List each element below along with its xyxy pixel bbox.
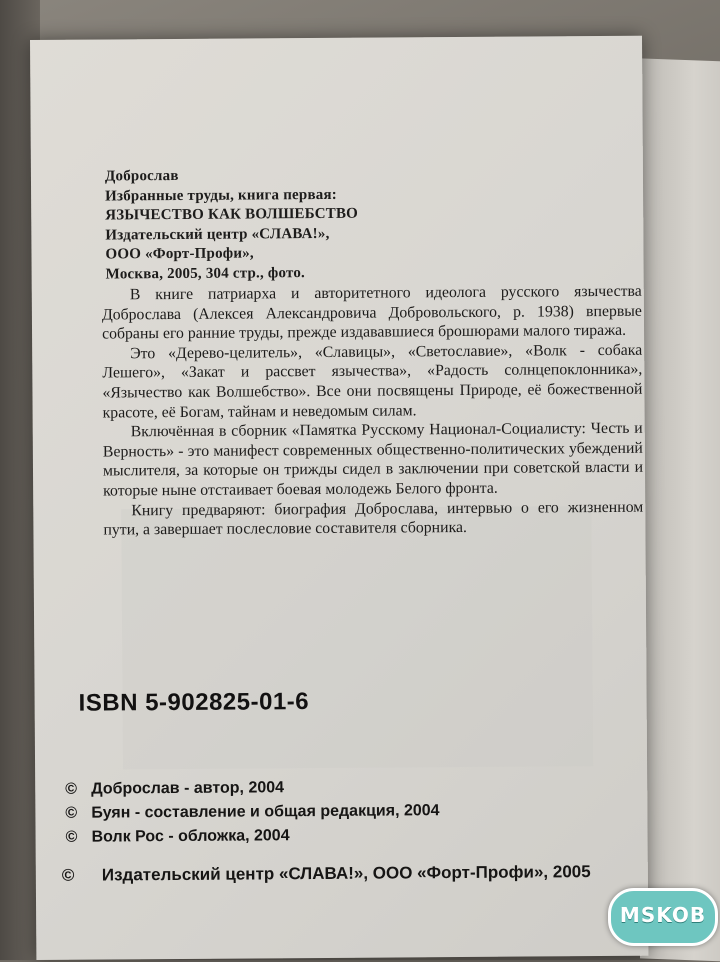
copyright-symbol: © — [61, 865, 75, 885]
facing-page — [640, 58, 720, 961]
copyright-text: Доброслав - автор, 2004 — [91, 779, 285, 798]
copyright-symbol: © — [65, 828, 78, 846]
copyright-row — [65, 799, 439, 826]
publisher-copyright — [62, 862, 591, 886]
publisher-copyright-text: Издательский центр «СЛАВА!», ООО «Форт-Профи», 2005 — [101, 862, 591, 885]
abstract-paragraph: Это «Дерево-целитель», «Славицы», «Светославие», «Волк - собака Лешего», «Закат и рассвет язычества», «Радость солнцепоклонника», «Язычество как Волшебство». Все они посвящены Природе, её божественной красоте, её Богам, тайнам и неведомым силам. — [102, 341, 643, 422]
copyright-text: Волк Рос - обложка, 2004 — [91, 827, 290, 846]
imprint-line: Москва, 2005, 304 стр., фото. — [105, 265, 306, 283]
show-through-cover — [121, 506, 593, 769]
watermark-label: MSKOB — [619, 903, 707, 927]
series-line: Избранные труды, книга первая: — [105, 186, 337, 205]
copyright-row — [65, 823, 439, 850]
abstract-paragraph: Включённая в сборник «Памятка Русскому Национал-Социалисту: Честь и Верность» - это манифест современных общественно-политических убеждений мыслителя, за которые он трижды сидел в заключении при советской власти и которые ныне отстаивает боевая молодежь Белого фронта. — [102, 419, 644, 500]
book-abstract — [102, 282, 644, 540]
watermark-badge — [608, 888, 718, 946]
isbn: ISBN 5-902825-01-6 — [78, 688, 310, 717]
abstract-paragraph: В книге патриарха и авторитетного идеолога русского язычества Доброслава (Алексея Александровича Добровольского, р. 1938) впервые собраны его ранние труды, прежде издававшиеся брошюрами малого тиража. — [101, 282, 642, 343]
bibliographic-header — [105, 166, 359, 285]
author-line: Доброслав — [104, 167, 179, 185]
title-line: ЯЗЫЧЕСТВО КАК ВОЛШЕБСТВО — [105, 205, 359, 224]
copyright-symbol: © — [65, 780, 78, 798]
copyright-text: Буян - составление и общая редакция, 2004 — [91, 802, 440, 822]
company-line: ООО «Форт-Профи», — [105, 245, 254, 263]
book-page — [30, 36, 648, 960]
copyright-row — [65, 775, 439, 802]
copyright-list — [65, 775, 440, 850]
publisher-line: Издательский центр «СЛАВА!», — [105, 225, 330, 244]
copyright-symbol: © — [65, 804, 78, 822]
abstract-paragraph: Книгу предваряют: биография Доброслава, интервью о его жизненном пути, а завершает послесловие составителя сборника. — [103, 498, 644, 539]
